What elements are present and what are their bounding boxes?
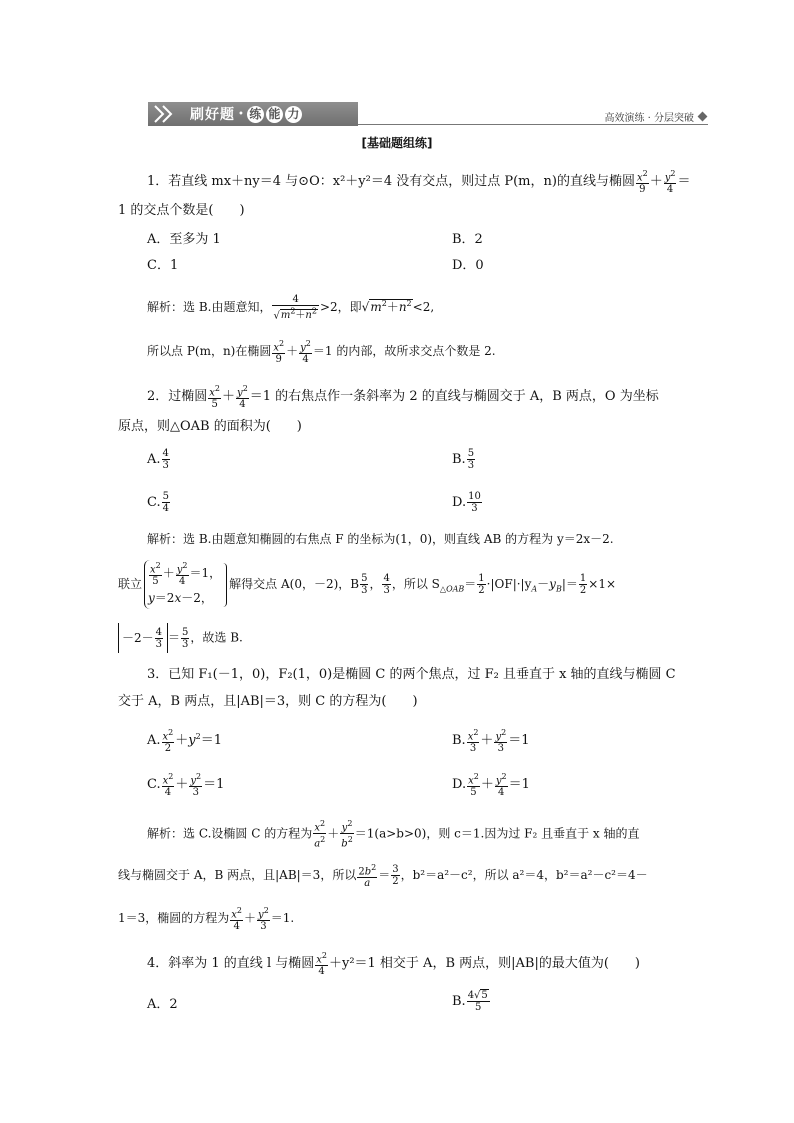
q1-sol-d: 所以点 P(m，n)在椭圆 (147, 344, 272, 359)
frac-5-4: $\frac{5}{4}$ (162, 491, 169, 514)
abs-expression: －2－ $\frac{4}{3}$ (118, 623, 168, 653)
q2-sol-c: 解得交点 A(0，－2)，B (229, 577, 360, 592)
page-header (148, 102, 708, 128)
section-title: [基础题组练] (361, 136, 433, 150)
q1-solution-line2: 所以点 P(m，n)在椭圆 $\frac{x^2}{9}$ ＋ $\frac{y^2}{4}$ ＝1 的内部，故所求交点个数是 2. (147, 339, 496, 366)
q2-sol-g: ，故选 B. (190, 630, 243, 645)
q2-sol-d: ，所以 S (391, 577, 440, 592)
q3-sol-d: ，b²＝a²－c²，所以 a²＝4，b²＝a²－c²＝4－ (400, 868, 648, 883)
q3-option-d: D. $\frac{x^2}{5}$ ＋ $\frac{y^2}{4}$ ＝1 (452, 772, 530, 799)
frac-5-3: $\frac{5}{3}$ (467, 448, 475, 471)
frac-y2-4c: $\frac{y^2}{4}$ (237, 384, 248, 411)
q3-option-a: A. $\frac{x^2}{2}$ $+y^2=1$ (147, 728, 223, 755)
q4-option-b: B. $\frac{4√5}{5}$ (452, 990, 488, 1013)
q3-sol-e: 1＝3，椭圆的方程为 (118, 911, 230, 926)
header-char-1: 练 (247, 106, 264, 123)
q3-solution-line2: 线与椭圆交于 A，B 两点，且|AB|＝3，所以 $\frac{2b^2}{a}$ ＝ $\frac{3}{2}$ ，b²＝a²－c²，所以 a²＝4，b²＝a²－c²＝4－ (118, 863, 648, 890)
q1-stem-text: 1．若直线 mx＋ny＝4 与⊙O：x²＋y²＝4 没有交点，则过点 P(m，n)的直线与椭圆 (147, 174, 635, 190)
q2-option-b: B. $\frac{5}{3}$ (452, 448, 475, 471)
header-title: 刷好题 (190, 107, 235, 123)
q1-option-a: A．至多为 1 (147, 232, 221, 247)
q2-sol-b: 联立 (118, 577, 143, 592)
frac-y2-4: $\frac{y^2}{4}$ (664, 169, 676, 196)
frac-x2-9b: $\frac{x^2}{9}$ (273, 339, 285, 366)
q2-solution-line1: 解析：选 B.由题意知椭圆的右焦点 F 的坐标为(1，0)，则直线 AB 的方程为 y＝2x－2. (147, 532, 614, 546)
q1-sol-e: ＝1 的内部，故所求交点个数是 2. (312, 344, 496, 359)
q1-option-c: C．1 (147, 258, 179, 273)
q2-option-c: C. $\frac{5}{4}$ (147, 491, 169, 514)
q3-stem-line2: 交于 A，B 两点，且|AB|＝3，则 C 的方程为( ) (118, 694, 418, 709)
q3-option-c: C. $\frac{x^2}{4}$ ＋ $\frac{y^2}{3}$ ＝1 (147, 772, 225, 799)
q4-option-a: A．2 (147, 997, 178, 1012)
q4-stem-b: ＋y²＝1 相交于 A，B 两点，则|AB|的最大值为( ) (328, 956, 640, 972)
q1-solution-line1: 解析：选 B.由题意知， $\frac{4}{√m^2+n^2}$ >2，即$√m^2+n^2<2$, (147, 294, 435, 322)
frac-x2-5: $\frac{x^2}{5}$ (209, 384, 221, 411)
q3-solution-line1: 解析：选 C.设椭圆 C 的方程为 $\frac{x^2}{a^2}$ ＋ $\frac{y^2}{b^2}$ ＝1(a>b>0)，则 c＝1.因为过 F₂ 且垂直于 x 轴的直 (147, 819, 640, 850)
chevron-right-icon (148, 102, 184, 126)
header-right-text: 高效演练 · 分层突破 (604, 113, 694, 124)
header-banner (148, 102, 358, 126)
frac-y2-4b: $\frac{y^2}{4}$ (300, 339, 311, 366)
header-char-3: 力 (285, 106, 302, 123)
q4-stem-a: 4．斜率为 1 的直线 l 与椭圆 (147, 956, 315, 972)
q3-solution-line3: 1＝3，椭圆的方程为 $\frac{x^2}{4}$ ＋ $\frac{y^2}{3}$ ＝1. (118, 906, 295, 933)
q2-stem-b: ＝1 的右焦点作一条斜率为 2 的直线与椭圆交于 A，B 两点，O 为坐标 (249, 389, 659, 405)
q3-sol-a: 解析：选 C.设椭圆 C 的方程为 (147, 826, 313, 841)
q1-stem-line1: 1．若直线 mx＋ny＝4 与⊙O：x²＋y²＝4 没有交点，则过点 P(m，n)的直线与椭圆 $\frac{x^2}{9}$ ＋ $\frac{y^2}{4}$ ＝ (147, 169, 691, 196)
q3-option-b: B. $\frac{x^2}{3}$ ＋ $\frac{y^2}{3}$ ＝1 (452, 728, 530, 755)
q3-sol-c: 线与椭圆交于 A，B 两点，且|AB|＝3，所以 (118, 868, 357, 883)
q2-solution-line3: －2－ $\frac{4}{3}$ ＝ $\frac{5}{3}$ ，故选 B. (118, 623, 243, 653)
q1-option-b: B．2 (452, 232, 483, 247)
q2-option-a: A. $\frac{4}{3}$ (147, 448, 169, 471)
header-rule (358, 124, 708, 125)
q2-option-d: D. $\frac{10}{3}$ (452, 491, 481, 514)
diamond-icon (698, 112, 708, 122)
q2-stem-line2: 原点，则△OAB 的面积为( ) (118, 419, 302, 434)
q2-stem-a: 2．过椭圆 (147, 389, 208, 405)
q4-b-label: B. (452, 994, 466, 1009)
q1-sol-c: <2, (412, 300, 435, 315)
q4-stem: 4．斜率为 1 的直线 l 与椭圆 $\frac{x^2}{4}$ ＋y²＝1 相交于 A，B 两点，则|AB|的最大值为( ) (147, 951, 640, 978)
equation-system: $\frac{x^2}{5}$ ＋ $\frac{y^2}{4}$ ＝1， y＝2x－2， (144, 560, 221, 609)
q2-sol-f: ×1× (588, 577, 617, 592)
q2-sol-e: ·|OF|·|y (486, 577, 532, 592)
frac-x2-9: $\frac{x^2}{9}$ (636, 169, 648, 196)
frac-4-sqrt: $\frac{4}{√m^2+n^2}$ (273, 294, 317, 322)
frac-10-3: $\frac{10}{3}$ (468, 491, 481, 514)
header-char-2: 能 (266, 106, 283, 123)
q2-stem-line1: 2．过椭圆 $\frac{x^2}{5}$ ＋ $\frac{y^2}{4}$ ＝1 的右焦点作一条斜率为 2 的直线与椭圆交于 A，B 两点，O 为坐标 (147, 384, 659, 411)
frac-4-3: $\frac{4}{3}$ (162, 448, 169, 471)
header-dot: • (238, 108, 244, 120)
q1-option-d: D．0 (452, 258, 484, 273)
q1-stem-line2: 1 的交点个数是( ) (118, 203, 245, 218)
q3-sol-f: ＝1. (270, 911, 295, 926)
system-brace-right (223, 563, 227, 607)
q3-stem-line1: 3．已知 F₁(－1，0)，F₂(1，0)是椭圆 C 的两个焦点，过 F₂ 且垂直于 x 轴的直线与椭圆 C (147, 667, 676, 682)
q3-sol-b: ＝1(a>b>0)，则 c＝1.因为过 F₂ 且垂直于 x 轴的直 (354, 826, 640, 841)
q1-sol-b: >2，即 (319, 300, 362, 315)
q1-sol-a: 解析：选 B.由题意知， (147, 300, 272, 315)
q2-solution-line2: 联立 $\frac{x^2}{5}$ ＋ $\frac{y^2}{4}$ ＝1， y＝2x－2， 解得交点 A(0，－2)，B $\frac{5}{3}$ ， $\frac{4}{3}$ ，所以 $S_{\triangle OAB}=$ $\frac{1}{2}$ $\cdot|OF|\cdot|y_A-y_B|=$ $\frac{1}{2}$ ×1× (118, 560, 616, 609)
